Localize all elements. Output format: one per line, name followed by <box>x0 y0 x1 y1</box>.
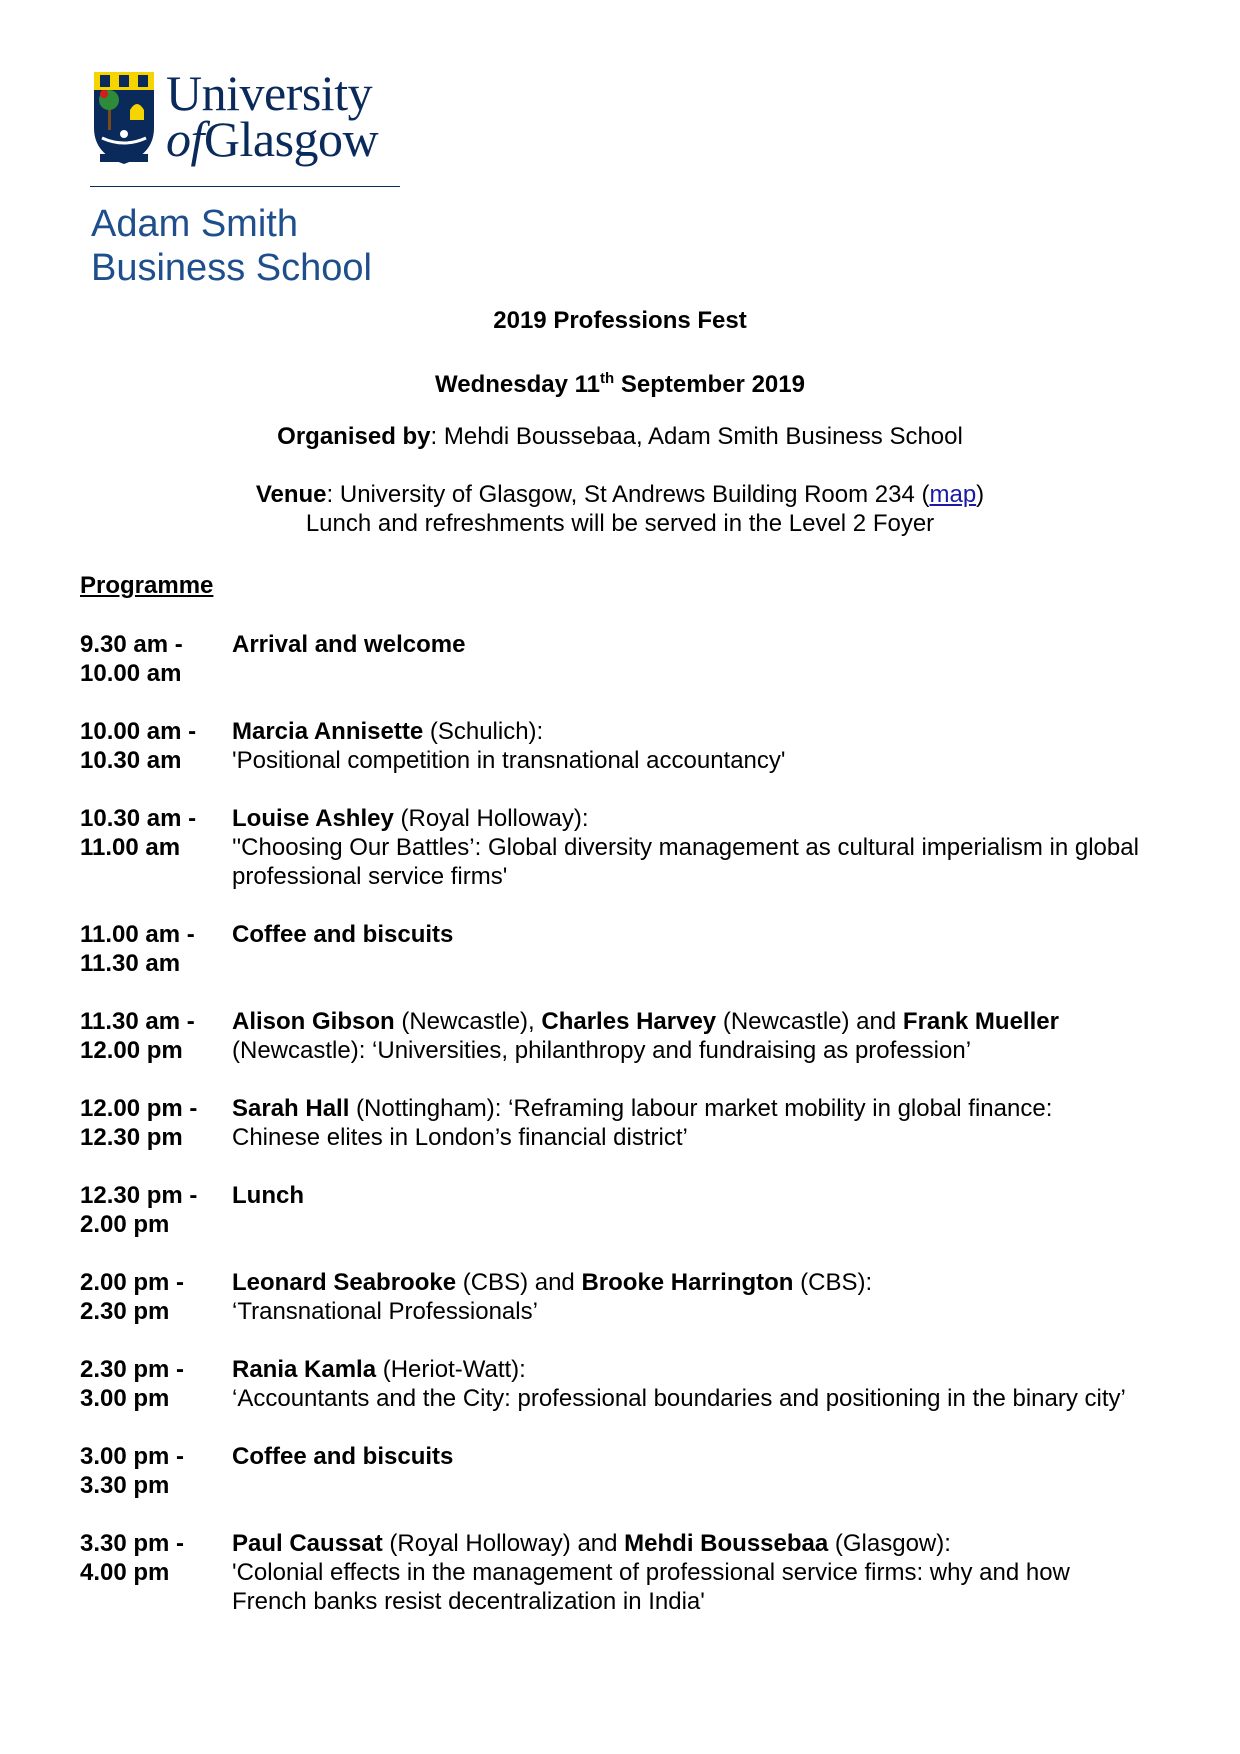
session-start: 11.30 am - <box>80 1008 195 1035</box>
venue-value: : University of Glasgow, St Andrews Building Room 234 ( <box>326 481 930 508</box>
session-time <box>80 1529 232 1616</box>
session-speaker: Rania Kamla <box>232 1356 377 1383</box>
session-details <box>232 1268 1140 1326</box>
session-details <box>232 920 1140 978</box>
session-details <box>232 1355 1140 1413</box>
session-time <box>80 1355 232 1413</box>
session-text: ‘Accountants and the City: professional boundaries and positioning in the binary city’ <box>232 1385 1126 1412</box>
logo-divider <box>90 186 400 187</box>
session-speaker: Coffee and biscuits <box>232 1443 454 1470</box>
session-time <box>80 717 232 775</box>
session-start: 2.00 pm - <box>80 1269 185 1296</box>
session-speaker: Coffee and biscuits <box>232 921 454 948</box>
programme-session <box>80 1181 1140 1239</box>
session-time <box>80 1007 232 1065</box>
session-text: (Royal Holloway): <box>393 805 589 832</box>
session-start: 12.30 pm - <box>80 1182 198 1209</box>
programme-session <box>80 1529 1140 1616</box>
event-date-suffix: September 2019 <box>614 371 805 398</box>
session-end: 12.30 pm <box>80 1124 183 1151</box>
session-start: 10.00 am - <box>80 718 197 745</box>
session-details <box>232 630 1140 688</box>
university-name-glasgow: Glasgow <box>203 111 379 167</box>
session-details <box>232 1529 1140 1616</box>
session-text: ''Choosing Our Battles’: Global diversity management as cultural imperialism in global professional service firms' <box>232 834 1139 890</box>
session-time <box>80 630 232 688</box>
session-speaker: Sarah Hall <box>232 1095 350 1122</box>
session-text: (Heriot-Watt): <box>376 1356 526 1383</box>
session-details <box>232 804 1140 891</box>
venue-label: Venue <box>255 481 327 508</box>
session-details <box>232 1181 1140 1239</box>
session-details <box>232 1094 1140 1152</box>
session-speaker: Charles Harvey <box>541 1008 717 1035</box>
programme-session <box>80 1442 1140 1500</box>
session-text: (CBS): <box>793 1269 873 1296</box>
organiser-value: : Mehdi Boussebaa, Adam Smith Business School <box>430 423 963 450</box>
session-speaker: Marcia Annisette <box>232 718 424 745</box>
session-end: 3.30 pm <box>80 1472 170 1499</box>
session-speaker: Paul Caussat <box>232 1530 383 1557</box>
session-speaker: Frank Mueller <box>902 1008 1059 1035</box>
event-date <box>0 364 1240 399</box>
school-name-line2: Business School <box>91 247 372 289</box>
session-start: 3.30 pm - <box>80 1530 185 1557</box>
university-name-line1: University <box>166 65 373 121</box>
session-speaker: Louise Ashley <box>232 805 394 832</box>
event-title: 2019 Professions Fest <box>493 307 747 334</box>
programme-session <box>80 804 1140 891</box>
session-start: 2.30 pm - <box>80 1356 185 1383</box>
session-speaker: Leonard Seabrooke <box>232 1269 457 1296</box>
session-details <box>232 1007 1140 1065</box>
session-text: (Schulich): <box>423 718 544 745</box>
session-speaker: Brooke Harrington <box>581 1269 794 1296</box>
session-text: 'Positional competition in transnational accountancy' <box>232 747 786 774</box>
programme-session <box>80 1355 1140 1413</box>
venue-close: ) <box>976 481 985 508</box>
university-name-line2 <box>166 111 406 167</box>
session-text: (CBS) and <box>456 1269 582 1296</box>
venue-map-link[interactable]: map <box>929 481 977 508</box>
session-start: 3.00 pm - <box>80 1443 185 1470</box>
event-date-sup: th <box>600 370 615 387</box>
session-time <box>80 804 232 891</box>
session-end: 2.00 pm <box>80 1211 170 1238</box>
session-speaker: Alison Gibson <box>232 1008 395 1035</box>
session-text: (Nottingham): ‘Reframing labour market mobility in global finance: Chinese elites in London’s financial district’ <box>232 1095 1053 1151</box>
university-crest-icon <box>90 70 158 166</box>
session-text: (Newcastle), <box>394 1008 542 1035</box>
programme-session <box>80 717 1140 775</box>
session-end: 11.30 am <box>80 950 181 977</box>
session-time <box>80 1442 232 1500</box>
programme-session <box>80 1094 1140 1152</box>
session-start: 9.30 am - <box>80 631 183 658</box>
event-date-prefix: Wednesday 11 <box>435 371 601 398</box>
session-time <box>80 1268 232 1326</box>
session-speaker: Mehdi Boussebaa <box>624 1530 829 1557</box>
programme-list <box>80 630 1140 1616</box>
session-start: 10.30 am - <box>80 805 197 832</box>
session-details <box>232 717 1140 775</box>
session-time <box>80 920 232 978</box>
session-text: (Glasgow): <box>828 1530 951 1557</box>
session-text: (Newcastle): ‘Universities, philanthropy and fundraising as profession’ <box>232 1037 972 1064</box>
session-text: 'Colonial effects in the management of professional service firms: why and how French banks resist decentralization in India' <box>232 1559 1070 1615</box>
programme-heading: Programme <box>80 572 214 599</box>
session-end: 12.00 pm <box>80 1037 183 1064</box>
session-time <box>80 1094 232 1152</box>
session-time <box>80 1181 232 1239</box>
session-details <box>232 1442 1140 1500</box>
session-text: ‘Transnational Professionals’ <box>232 1298 538 1325</box>
session-end: 10.30 am <box>80 747 182 774</box>
session-start: 12.00 pm - <box>80 1095 198 1122</box>
session-start: 11.00 am - <box>80 921 195 948</box>
programme-session <box>80 1007 1140 1065</box>
session-text: (Royal Holloway) and <box>382 1530 625 1557</box>
programme-session <box>80 920 1140 978</box>
university-name-of: of <box>166 111 204 167</box>
session-end: 10.00 am <box>80 660 182 687</box>
venue-note: Lunch and refreshments will be served in the Level 2 Foyer <box>305 510 935 537</box>
session-text: (Newcastle) and <box>716 1008 903 1035</box>
session-end: 11.00 am <box>80 834 181 861</box>
programme-session <box>80 630 1140 688</box>
school-name-line1: Adam Smith <box>91 203 298 245</box>
organiser-label: Organised by <box>277 423 431 450</box>
programme-session <box>80 1268 1140 1326</box>
organiser-line <box>0 422 1240 451</box>
school-name <box>91 202 421 290</box>
university-name <box>166 65 406 167</box>
session-end: 3.00 pm <box>80 1385 170 1412</box>
venue-line <box>0 480 1240 509</box>
session-speaker: Lunch <box>232 1182 304 1209</box>
session-end: 4.00 pm <box>80 1559 170 1586</box>
session-end: 2.30 pm <box>80 1298 170 1325</box>
session-speaker: Arrival and welcome <box>232 631 466 658</box>
